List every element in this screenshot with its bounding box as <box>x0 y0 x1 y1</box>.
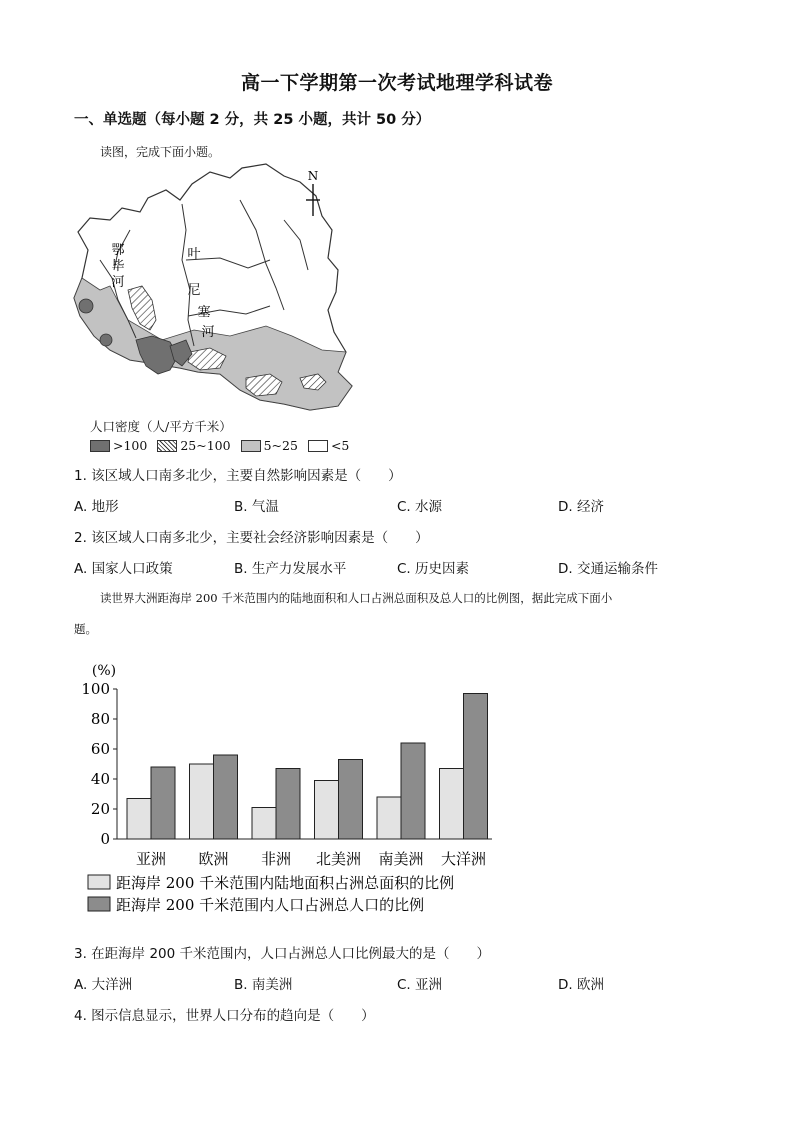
x-category-label: 南美洲 <box>378 850 424 868</box>
yenisei-label-4: 河 <box>201 325 215 340</box>
y-tick-label: 0 <box>100 830 110 848</box>
question-1: 1. 该区域人口南多北少，主要自然影响因素是（ ） <box>74 468 402 484</box>
bar-population-5 <box>464 694 488 840</box>
legend-5-25: 5~25 <box>241 438 298 453</box>
q1-option-d: D. 经济 <box>558 499 604 515</box>
bar-area-4 <box>377 797 401 839</box>
y-tick-label: 60 <box>90 740 110 758</box>
q3-option-a: A. 大洋洲 <box>74 977 133 993</box>
x-category-label: 欧洲 <box>198 850 229 868</box>
legend-label-area: 距海岸 200 千米范围内陆地面积占洲总面积的比例 <box>116 874 455 892</box>
zone-gt100-c <box>100 334 112 346</box>
intro-text-1: 读图，完成下面小题。 <box>100 145 221 159</box>
y-tick-label: 100 <box>81 680 110 698</box>
legend-label-pop: 距海岸 200 千米范围内人口占洲总人口的比例 <box>116 896 425 914</box>
legend-gt100: >100 <box>90 438 147 453</box>
q3-option-d: D. 欧洲 <box>558 977 604 993</box>
coastal-population-chart <box>80 655 510 925</box>
bar-population-1 <box>214 755 238 839</box>
ob-label-1: 鄂 <box>111 243 125 258</box>
intro-text-2-cont: 题。 <box>74 622 97 636</box>
map-legend-title: 人口密度（人/平方千米） <box>90 419 232 434</box>
question-3: 3. 在距海岸 200 千米范围内，人口占洲总人口比例最大的是（ ） <box>74 946 491 962</box>
q2-option-b: B. 生产力发展水平 <box>234 561 347 577</box>
yenisei-label-1: 叶 <box>187 247 201 262</box>
north-label: N <box>307 169 319 183</box>
section-heading: 一、单选题（每小题 2 分，共 25 小题，共计 50 分） <box>74 112 431 128</box>
page-title: 高一下学期第一次考试地理学科试卷 <box>240 72 553 94</box>
legend-lt5: <5 <box>308 438 349 453</box>
q1-option-c: C. 水源 <box>397 499 443 515</box>
ob-label-2: 毕 <box>111 259 125 274</box>
bar-population-0 <box>151 767 175 839</box>
question-4: 4. 图示信息显示，世界人口分布的趋向是（ ） <box>74 1008 375 1024</box>
x-category-label: 亚洲 <box>135 850 167 868</box>
bar-area-3 <box>315 781 339 840</box>
bar-area-2 <box>252 808 276 840</box>
bar-area-0 <box>127 799 151 840</box>
bar-area-1 <box>190 764 214 839</box>
q3-option-c: C. 亚洲 <box>397 977 443 993</box>
q1-option-a: A. 地形 <box>74 499 119 515</box>
yenisei-label-3: 塞 <box>197 305 211 320</box>
population-density-map <box>70 160 370 420</box>
q2-option-a: A. 国家人口政策 <box>74 561 173 577</box>
x-category-label: 大洋洲 <box>440 850 487 868</box>
legend-25-100: 25~100 <box>157 438 230 453</box>
ob-label-3: 河 <box>111 275 125 290</box>
bar-population-4 <box>401 743 425 839</box>
intro-text-2: 读世界大洲距海岸 200 千米范围内的陆地面积和人口占洲总面积及总人口的比例图，据此完成下面小 <box>100 591 613 605</box>
chart-ylabel: (%) <box>91 663 117 679</box>
q2-option-c: C. 历史因素 <box>397 561 470 577</box>
y-tick-label: 80 <box>90 710 110 728</box>
legend-swatch-area <box>88 875 110 889</box>
zone-gt100-b <box>79 299 93 313</box>
legend-swatch-pop <box>88 897 110 911</box>
map-legend <box>90 438 359 453</box>
question-2: 2. 该区域人口南多北少，主要社会经济影响因素是（ ） <box>74 530 429 546</box>
x-category-label: 非洲 <box>260 850 292 868</box>
q2-option-d: D. 交通运输条件 <box>558 561 658 577</box>
bar-population-2 <box>276 769 300 840</box>
q1-option-b: B. 气温 <box>234 499 279 515</box>
y-tick-label: 40 <box>90 770 110 788</box>
q3-option-b: B. 南美洲 <box>234 977 293 993</box>
bar-area-5 <box>440 769 464 840</box>
x-category-label: 北美洲 <box>315 850 362 868</box>
bar-population-3 <box>339 760 363 840</box>
y-tick-label: 20 <box>90 800 110 818</box>
yenisei-label-2: 尼 <box>187 283 201 298</box>
